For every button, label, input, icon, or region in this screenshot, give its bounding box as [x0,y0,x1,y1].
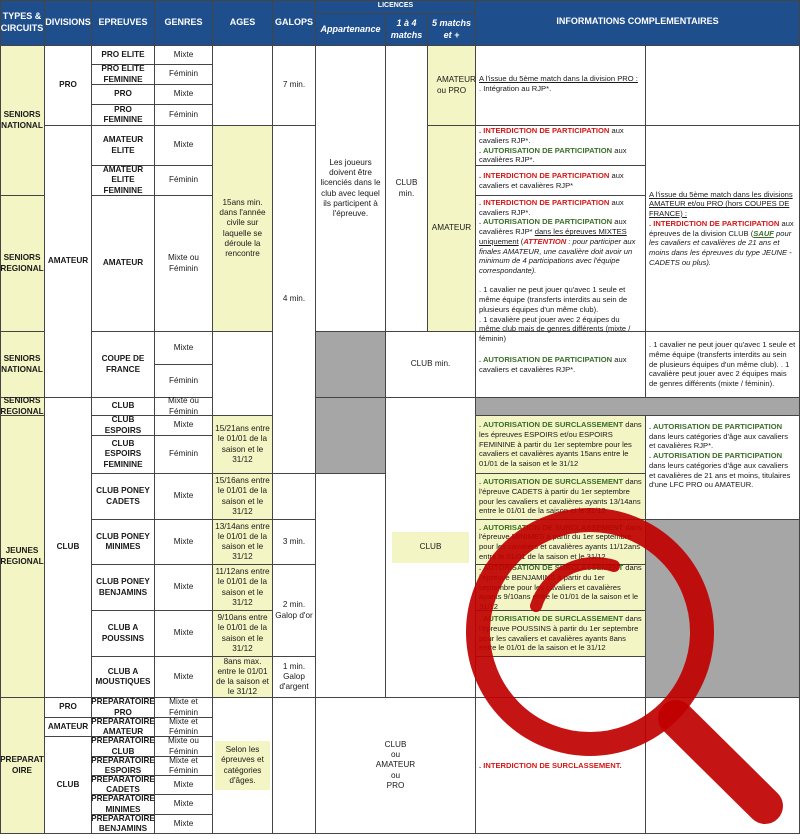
header-galops: GALOPS [273,0,316,46]
info-amateur-elite: . INTERDICTION DE PARTICIPATION aux cavaliers RJP*. . AUTORISATION DE PARTICIPATION aux cavalières RJP*. [476,126,646,166]
licence-club-cell [386,398,476,698]
info-amateur: . INTERDICTION DE PARTICIPATION aux cavaliers RJP*. . AUTORISATION DE PARTICIPATION aux cavalières RJP* dans les épreuves MIXTES uniquement (ATTENTION : pour participer aux finales AMATEUR, une cavalière doit avoir un minimum de 4 participations avec l'équipe correspondante). . 1 cavalier ne peut jouer qu'avec 1 seule et même équipe (transferts interdits au sein de plusieurs équipes d'un même club). . 1 cavalière peut jouer avec 2 équipes du même club mais de genres différents (mixte / féminin) [476,196,646,332]
genre-coupe-de-france-mixte: Mixte [155,332,213,365]
epreuve-amateur-elite: AMATEUR ELITE [92,126,155,166]
licence-club-min-2: CLUB min. [386,332,476,398]
division-prep-pro: PRO [45,698,92,718]
epreuve-club-espoirs: CLUB ESPOIRS [92,416,155,436]
info-right-prep-blank [646,698,800,834]
epreuve-preparatoire-amateur: PREPARATOIRE AMATEUR [91,716,155,736]
epreuve-preparatoire-cadets: PREPARATOIRE CADETS [91,774,155,794]
ages-espoirs: 15/21ans entre le 01/01 de la saison et le 31/12 [213,416,273,474]
epreuve-preparatoire-benjamins: PREPARATOIRE BENJAMINS [91,813,155,833]
epreuve-club-poney-cadets: CLUB PONEY CADETS [92,474,155,520]
epreuve-pro-elite: PRO ELITE [92,46,155,65]
info-moustiques-blank [476,657,646,698]
licence-appartenance: Les joueurs doivent être licenciés dans le club avec lequel ils participent à l'épreuve. [316,46,386,332]
licence-cdf-grey [316,332,386,398]
info-benjamins: . AUTORISATION DE SURCLASSEMENT dans l'épreuve BENJAMINS à partir du 1er septembre pour les cavaliers et cavalières ayants 9/10ans entre le 01/01 de la saison et le 31/12 [476,565,646,611]
genre-club-espoirs: Mixte [155,416,213,436]
header-appartenance: Appartenance [316,14,386,46]
galop-1: 1 min. Galop d'argent [273,657,316,698]
type-seniors-regional: SENIORS REGIONAL [0,196,45,332]
ages-cdf-blank [213,332,273,416]
genre-preparatoire-espoirs: Mixte et Féminin [155,757,213,776]
info-poussins: . AUTORISATION DE SURCLASSEMENT dans l'épreuve POUSSINS à partir du 1er septembre pour les cavaliers et cavalières ayants 8ans entre le 01/01 de la saison et le 31/12 [476,611,646,657]
epreuve-preparatoire-minimes: PREPARATOIRE MINIMES [91,794,155,814]
header-genres: GENRES [155,0,213,46]
info-pro: A l'issue du 5ème match dans la division PRO : . Intégration au RJP*. [476,46,646,126]
type-jeunes-regional: JEUNES REGIONAL [0,416,45,698]
info-preparatoire: . INTERDICTION DE SURCLASSEMENT. [476,698,646,834]
epreuve-club-a-moustiques: CLUB A MOUSTIQUES [92,657,155,698]
division-pro: PRO [45,46,92,126]
division-club: CLUB [45,398,92,698]
galop-7: 7 min. [273,46,316,126]
header-divisions: DIVISIONS [45,0,92,46]
epreuve-preparatoire-espoirs: PREPARATOIRE ESPOIRS [91,755,155,775]
genre-pro-elite: Mixte [155,46,213,65]
header-ages: AGES [213,0,273,46]
ages-pro-blank [213,46,273,126]
genre-amateur-elite: Mixte [155,126,213,166]
division-prep-amateur: AMATEUR [45,718,92,737]
licence-prep: CLUB ou AMATEUR ou PRO [316,698,476,834]
licence-jr-grey [316,398,386,474]
genre-club-a-moustiques: Mixte [155,657,213,698]
genre-club-a-poussins: Mixte [155,611,213,657]
header-epreuves: EPREUVES [92,0,155,46]
type-seniors-national-2: SENIORS NATIONAL [0,332,45,398]
epreuve-club-espoirs-feminine: CLUB ESPOIRS FEMININE [92,436,155,474]
type-preparatoire: PREPARAT OIRE [0,698,45,834]
epreuve-coupe-de-france: COUPE DE FRANCE [92,332,155,398]
licence-jr-blank [316,474,386,698]
info-right-amateur: A l'issue du 5ème match dans les divisions AMATEUR et/ou PRO (hors COUPES DE FRANCE) : . INTERDICTION DE PARTICIPATION aux épreuves de la division CLUB (SAUF pour les cavaliers et cavalières de 21 ans et moins dans les épreuves du type JEUNE - CADETS ou plus). [646,126,800,332]
epreuve-amateur: AMATEUR [92,196,155,332]
genre-club-poney-minimes: Mixte [155,520,213,565]
genre-club-poney-cadets: Mixte [155,474,213,520]
ages-preparatoire-cell [213,698,273,834]
ages-poussins: 9/10ans entre le 01/01 de la saison et le 31/12 [213,611,273,657]
galop-prep-blank [273,698,316,834]
info-espoirs: . AUTORISATION DE SURCLASSEMENT dans les épreuves ESPOIRS et/ou ESPOIRS FEMININE à partir du 1er septembre pour les cavaliers et cavalières ayants 15ans entre le 01/01 de la saison et le 31/12 [476,416,646,474]
header-matchs-1-4: 1 à 4 matchs [386,14,428,46]
genre-pro: Mixte [155,85,213,105]
info-right-grey [646,520,800,698]
ages-benjamins: 11/12ans entre le 01/01 de la saison et le 31/12 [213,565,273,611]
division-prep-club: CLUB [45,737,92,834]
division-amateur: AMATEUR [45,126,92,398]
licence-club-min: CLUB min. [386,46,428,332]
info-right-jeunes: . AUTORISATION DE PARTICIPATION dans leurs catégories d'âge aux cavaliers et cavalières RJP*. . AUTORISATION DE PARTICIPATION dans leurs catégories d'âge aux cavaliers et cavalières de 21 ans et moins, titulaires d'une LFC PRO ou AMATEUR. [646,416,800,520]
header-matchs-5: 5 matchs et + [428,14,476,46]
epreuve-club: CLUB [92,398,155,416]
ages-cadets: 15/16ans entre le 01/01 de la saison et le 31/12 [213,474,273,520]
galop-2: 2 min. Galop d'or [273,565,316,657]
licence-club: CLUB [392,532,470,562]
galop-blank-cadets [273,474,316,520]
epreuve-amateur-elite-feminine: AMATEUR ELITE FEMININE [92,166,155,196]
epreuve-preparatoire-pro: PREPARATOIRE PRO [91,697,155,717]
info-cadets: . AUTORISATION DE SURCLASSEMENT dans l'épreuve CADETS à partir du 1er septembre pour les cavaliers et cavalières ayants 13/14ans entre le 01/01 de la saison et le 31/12 [476,474,646,520]
epreuve-pro: PRO [92,85,155,105]
epreuve-pro-feminine: PRO FEMININE [92,105,155,126]
genre-amateur: Mixte ou Féminin [155,196,213,332]
genre-preparatoire-cadets: Mixte [155,776,213,795]
genre-club-poney-benjamins: Mixte [155,565,213,611]
genre-preparatoire-pro: Mixte et Féminin [155,698,213,718]
licence-amateur: AMATEUR [428,126,476,332]
type-seniors-national: SENIORS NATIONAL [0,46,45,196]
header-types-circuits: TYPES & CIRCUITS [0,0,45,46]
genre-preparatoire-benjamins: Mixte [155,815,213,834]
ages-minimes: 13/14ans entre le 01/01 de la saison et le 31/12 [213,520,273,565]
info-coupe-de-france: . AUTORISATION DE PARTICIPATION aux cavaliers et cavalières RJP*. [476,332,646,398]
ages-moustiques: 8ans max. entre le 01/01 de la saison et le 31/12 [213,657,273,698]
epreuve-pro-elite-feminine: PRO ELITE FEMININE [92,65,155,85]
licence-amateur-ou-pro: AMATEUR ou PRO [428,46,476,126]
galop-3: 3 min. [273,520,316,565]
header-licences: LICENCES [316,0,476,14]
epreuve-club-a-poussins: CLUB A POUSSINS [92,611,155,657]
genre-pro-elite-feminine: Féminin [155,65,213,85]
genre-club: Mixte ou Féminin [155,398,213,416]
epreuve-club-poney-minimes: CLUB PONEY MINIMES [92,520,155,565]
genre-preparatoire-amateur: Mixte et Féminin [155,718,213,737]
genre-club-espoirs-feminine: Féminin [155,436,213,474]
info-minimes: . AUTORISATION DE SURCLASSEMENT dans l'épreuve MINIMES à partir du 1er septembre pour les cavaliers et cavalières ayants 11/12ans entre le 01/01 de la saison et le 31/12 [476,520,646,565]
genre-amateur-elite-feminine: Féminin [155,166,213,196]
genre-coupe-de-france-feminin: Féminin [155,365,213,398]
info-right-cdf: . 1 cavalier ne peut jouer qu'avec 1 seule et même équipe (transferts interdits au sein de plusieurs équipes d'un même club). . 1 cavalière peut jouer avec 2 équipes mais de genres différents (mixte / féminin). [646,332,800,398]
genre-preparatoire-minimes: Mixte [155,795,213,815]
genre-pro-feminine: Féminin [155,105,213,126]
epreuve-club-poney-benjamins: CLUB PONEY BENJAMINS [92,565,155,611]
galop-4: 4 min. [273,126,316,474]
info-club-grey [476,398,800,416]
info-pro-right-blank [646,46,800,126]
ages-preparatoire: Selon les épreuves et catégories d'âges. [215,741,270,790]
type-seniors-regional-2: SENIORS REGIONAL [0,396,44,416]
header-informations: INFORMATIONS COMPLEMENTAIRES [476,0,800,46]
epreuve-preparatoire-club: PREPARATOIRE CLUB [91,736,155,756]
ages-seniors: 15ans min. dans l'année civile sur laquelle se déroule la rencontre [213,126,273,332]
genre-preparatoire-club: Mixte ou Féminin [155,737,213,757]
info-amateur-elite-feminine: . INTERDICTION DE PARTICIPATION aux cavaliers et cavalières RJP* [476,166,646,196]
